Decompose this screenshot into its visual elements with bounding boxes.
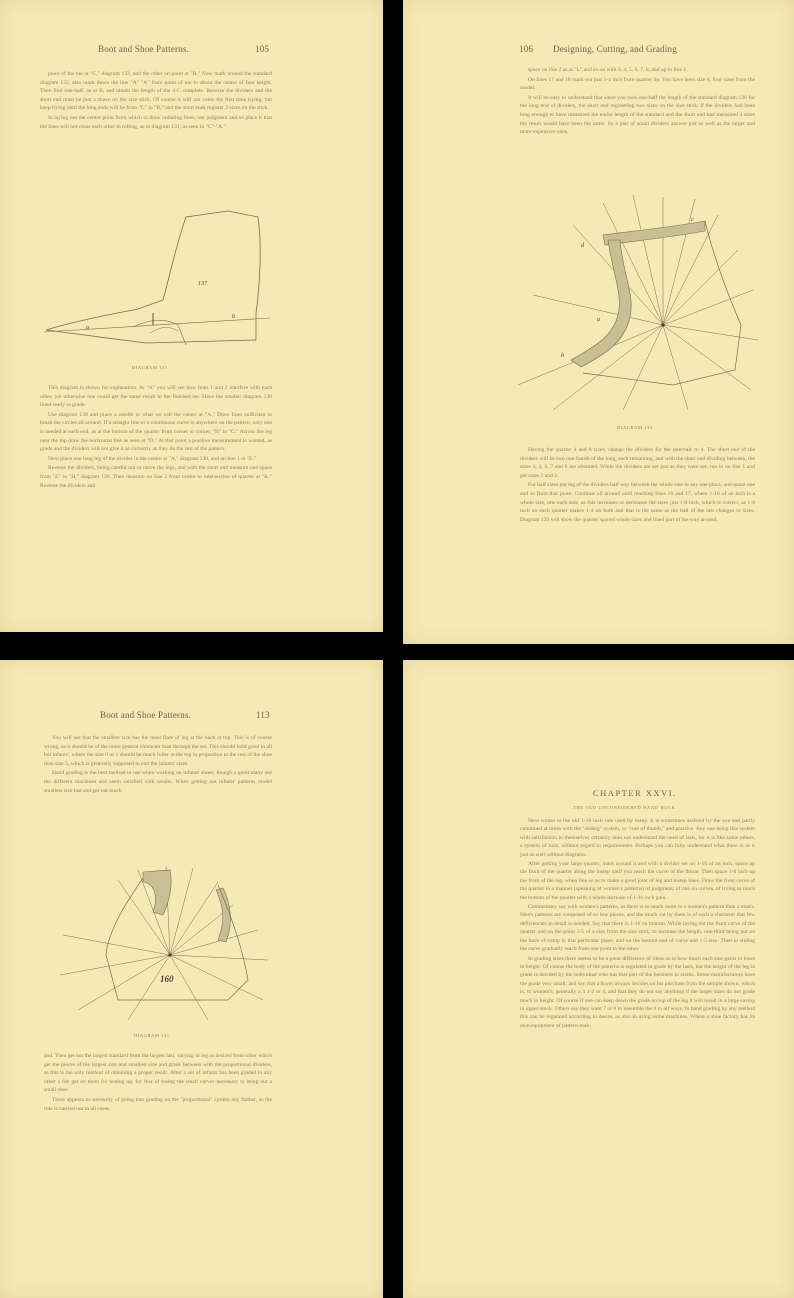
page-113 (0, 660, 383, 1298)
paragraph: Next place one long leg of the divider in the centre at "A," diagram 130, and on line 1 at "E." (48, 455, 257, 462)
base-line (44, 318, 270, 332)
centre-point (661, 323, 664, 326)
paragraph: There appears no necessity of going into grading on the "proportional" system any farther, as the rule is carried out in all cases. (44, 1096, 272, 1112)
figure-label-b: b (561, 353, 564, 359)
back-band (143, 870, 171, 915)
paragraph: You will see that the smallest size has the most flare of leg at the back at top. This is of course wrong, as it should be of the more general character than through the set. This should hold good in all but infants', where the size 0 or 1 should be much fuller at the top in proportion to the rest of the shoe than size 5, which is generally supposed to end the infants' sizes. (44, 735, 272, 767)
figure-label-a: a (597, 317, 600, 323)
page-number: 113 (256, 710, 270, 720)
paragraph: On lines 17 and 18 mark out just 1-4 inch from quarter lip. You have been size 8, four sizes from the model. (520, 76, 755, 92)
page-number: 106 (519, 44, 534, 54)
figure-label-b: b (232, 314, 235, 320)
figure-number: 160 (160, 974, 174, 984)
page-105 (0, 0, 383, 632)
paragraph: Next comes to the old 1-16 inch rule used by many. It is sometimes assisted by the eye and partly combined at times with the "sliding" system, or "rule of thumb," and practice. Any one using this system with satisfaction to themselves certainly does not understand the need of lasts, for it is like some others, a system of luck, without regard to requirements. Perhaps you can fully understand what there is as it just as well without diagrams. (520, 818, 755, 858)
paragraph: and. Then get out the largest standard from the largest last, varying in leg as desired from other which get the pieces of the largest size and smallest size and grade between with the proportional dividers, as this is the only method of obtaining a proper result. After a set of infants has been graded in any other a file get on them for testing up, for fear of losing the small curves necessary to bring out a small shoe. (44, 1053, 272, 1094)
paragraph: For half sizes put leg of the dividers half way between the whole size in any one place, and space one and so from that point. Continue all around until reaching lines 16 and 17, where 1-16 of an inch is a whole size, one each side, as this increases or decreases the sizes just 1-8 inch, which is correct, as 1-8 inch on each quarter makes 1-4 on both and that is the same as the ball of the last changes in sizes. Diagram 133 will show the quarter spaced whole sizes and lined part of the way around. (520, 482, 755, 523)
body-text-top (40, 70, 272, 132)
boot-pattern-diagram (38, 205, 278, 355)
figure-label-a: a (86, 325, 89, 331)
body-text-bottom (40, 384, 272, 491)
paragraph: space on line 2 as at "L" and so on with 3, 4, 5, 6, 7, 8, and up to line 1. (528, 67, 688, 73)
body-text-bottom (520, 446, 755, 525)
front-band (216, 888, 230, 942)
page-chapter-xxvi (403, 660, 794, 1298)
paragraph: point of the toe at "C," diagram 132, and the other on point at "B." Now mark around the standard diagram 132, also mark down the line "A" "A" from point of toe to about the centre of foot height. Then find one-half, as at B, and obtain the length of the 4-C complete. Reverse the dividers and the short end must be just a shave on the size stick. Of course it will not come the first time trying; but keep trying until the long ends will be from "C" to "B," and the short ends register 2 sizes on the stick. (40, 71, 272, 112)
figure-caption: DIAGRAM 131. (132, 365, 170, 370)
paragraph: It will be easy to understand that since you took one-half the length of the standard diagram 130 for the long end of dividers, the short end registering two sizes on the size stick, if the dividers had been long enough to have measured the entire length of the standard and the short end had measured 4 sizes the result would have been the same. So a pair of small dividers answer just as well as the larger and more expensive ones. (520, 94, 755, 136)
page-number: 105 (255, 44, 270, 54)
figure-caption: DIAGRAM 132. (617, 425, 655, 430)
paragraph: Hand grading is the best method to use when working on infants' shoes, though a good many use the different machines and seem satisfied with results. When getting out infants' patterns model smallest size last and get out much (44, 770, 272, 794)
running-title: Boot and Shoe Patterns. (100, 710, 192, 720)
quarter-outline (583, 221, 741, 385)
figure-label-d: d (581, 243, 584, 249)
back-band (571, 240, 631, 367)
centre-point (168, 953, 171, 956)
running-title: Boot and Shoe Patterns. (98, 44, 190, 54)
chapter-title: CHAPTER XXVI. (593, 788, 677, 798)
paragraph: Reverse the dividers, being careful not to move the legs, and with the short end measure one space from "E" to "H," diagram 130. Then measure on line 2 from centre to intersection of quarter at "K." Reverse the dividers and (40, 465, 272, 489)
figure-caption: DIAGRAM 141. (134, 1033, 172, 1038)
page-106 (403, 0, 794, 644)
radiating-lines (518, 195, 758, 410)
paragraph: After getting your large quarter, mark around it and with a divider set on 1-16 of an inch, space up the front of the quarter along the instep until you reach the curve of the throat. Then space 1-8 inch up the front of the leg, when line so as to make a good joint of leg and instep lines. Draw the front curve of the quarter in a manner (speaking of women's patterns) of judgment, of one on curves, of trying to reach the bottom of the quarter with a whole increase of 1-16 inch gain. (520, 861, 755, 901)
figure-number: 137 (198, 281, 207, 287)
inner-curve (150, 327, 178, 333)
running-title: Designing, Cutting, and Grading (553, 44, 677, 54)
body-text-top (520, 66, 755, 138)
figure-label-c: c (691, 217, 694, 223)
paragraph: In laying out the centre point from which to draw radiating lines, use judgment and so place it that the lines will not cross each other in rolling, as in diagram 131, as seen in "C"-"A." (40, 114, 272, 130)
paragraph: Use diagram 130 and place a needle in what we call the centre at "A." Draw lines sufficient to break the circles all around. If a straight line or a continuous curve is anywhere on the pattern, only one is needed at each end, as at the bottom of the quarter from corner to corner, "B" to "C." Across the leg near the top draw the horizontal line as seen at "D." At that point a positive measurement is wanted, as grade and the dividers will not give it as correctly as they do the rest of the pattern. (40, 411, 272, 453)
quarter-grading-diagram (513, 195, 763, 410)
paragraph: Having the quarter 4 and 8 sizes, change the dividers for the intervals to 4. The short end of the dividers will be two one-fourth of the long, each remaining, and with the short end dividing between, the sizes 4, 4, 6, 7 and 8 are obtained. While the dividers are set just as they were set, run in on line 1 and get sizes 3 and 2. (520, 447, 755, 479)
paragraph: Commentary say with women's patterns, as there is so much more to a women's pattern than a man's. Men's patterns are composed of so few pieces, and the much cut by there is of such a character that few deficiencies in detail is needed. Say that there is 1-16 on bottom. While laying out the front curve of the quarter add on the point 1-5 of a size from the size stick, to increase the length, one-third being put on the back of vamp in that particular place, and on the bottom end of curve add 1-5 size. Then in sliding the curve gradually reach from one point to the other. (520, 904, 755, 953)
chapter-subtitle: THE OLD UNCONSIDERED HAND RULE. (573, 805, 677, 810)
infant-pattern-diagram (58, 860, 273, 1025)
paragraph: This diagram is shown for explanation. At "A" you will see how lines 1 and 2 interfere with each other, yet otherwise one could get the same result in the finished set. Have the smaller diagram 130 lined ready to grade. (40, 385, 272, 409)
body-text (520, 817, 755, 1031)
body-text-top (44, 734, 272, 796)
body-text-bottom (44, 1052, 272, 1114)
paragraph: In grading sizes there seems to be a great difference of ideas as to how much each size gains or loses in height. Of course the body of the patterns is regulated in grade by the lasts, but the height of the leg in grade is decided by the individual who has that part of the business in sixths. Some manufacturers have the grade very small, and say that a buyer always decides on his purchase from the sample shown, which is, in women's, generally a 3 1-2 or 4, and that they do not say anything if the larger sizes do not grade much in height. Of course if one can keep down the grade on top of the leg it will result in a large saving in upper stock. Others say they want 7 or 8 to resemble the 4 in all ways. In hand grading by any method this can be regulated according to desire, as also in using some machines. Where a shoe factory has its own equipment of pattern-mak- (520, 955, 755, 1029)
